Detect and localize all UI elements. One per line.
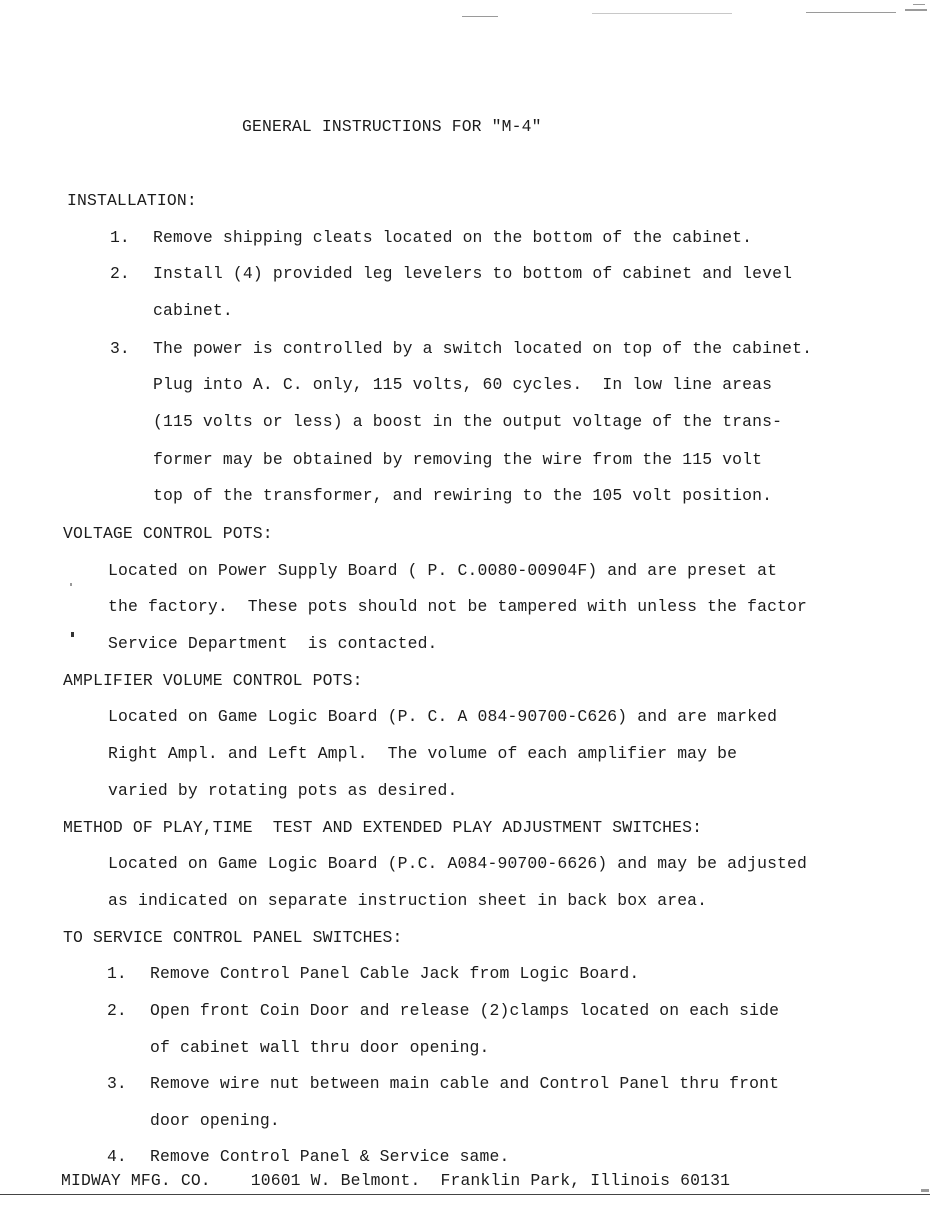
list-item-text: Remove Control Panel & Service same.	[150, 1147, 510, 1166]
list-item-number: 1.	[107, 964, 127, 983]
list-item-number: 4.	[107, 1147, 127, 1166]
list-item-number: 2.	[107, 1001, 127, 1020]
scan-mark	[462, 16, 498, 17]
footer-address: MIDWAY MFG. CO. 10601 W. Belmont. Franklin Park, Illinois 60131	[61, 1171, 731, 1190]
list-item-number: 2.	[110, 264, 130, 283]
scan-mark	[592, 13, 732, 14]
list-item-text: Open front Coin Door and release (2)clamps located on each side	[150, 1001, 780, 1020]
list-item-text: cabinet.	[153, 301, 233, 320]
list-item-text: Plug into A. C. only, 115 volts, 60 cycles. In low line areas	[153, 375, 773, 394]
list-item-text: Install (4) provided leg levelers to bottom of cabinet and level	[153, 264, 793, 283]
section-heading-installation: INSTALLATION:	[67, 191, 197, 210]
list-item-number: 3.	[107, 1074, 127, 1093]
list-item-text: Remove shipping cleats located on the bottom of the cabinet.	[153, 228, 753, 247]
scan-mark	[71, 632, 74, 637]
list-item-text: former may be obtained by removing the wire from the 115 volt	[153, 450, 763, 469]
section-heading-method: METHOD OF PLAY,TIME TEST AND EXTENDED PLAY ADJUSTMENT SWITCHES:	[63, 818, 703, 837]
list-item-text: Remove Control Panel Cable Jack from Logic Board.	[150, 964, 640, 983]
section-heading-voltage: VOLTAGE CONTROL POTS:	[63, 524, 273, 543]
paragraph-line: Located on Power Supply Board ( P. C.0080-00904F) and are preset at	[108, 561, 778, 580]
paragraph-line: Located on Game Logic Board (P. C. A 084-90700-C626) and are marked	[108, 707, 778, 726]
paragraph-line: varied by rotating pots as desired.	[108, 781, 458, 800]
paragraph-line: the factory. These pots should not be tampered with unless the factor	[108, 597, 808, 616]
scan-mark	[806, 12, 896, 13]
paragraph-line: as indicated on separate instruction sheet in back box area.	[108, 891, 708, 910]
list-item-text: door opening.	[150, 1111, 280, 1130]
paragraph-line: Service Department is contacted.	[108, 634, 438, 653]
list-item-number: 1.	[110, 228, 130, 247]
section-heading-service: TO SERVICE CONTROL PANEL SWITCHES:	[63, 928, 403, 947]
section-heading-amplifier: AMPLIFIER VOLUME CONTROL POTS:	[63, 671, 363, 690]
paragraph-line: Right Ampl. and Left Ampl. The volume of each amplifier may be	[108, 744, 738, 763]
list-item-text: (115 volts or less) a boost in the output voltage of the trans-	[153, 412, 783, 431]
scan-mark	[913, 4, 925, 5]
footer-rule	[0, 1194, 930, 1195]
list-item-text: top of the transformer, and rewiring to the 105 volt position.	[153, 486, 773, 505]
list-item-text: Remove wire nut between main cable and Control Panel thru front	[150, 1074, 780, 1093]
list-item-number: 3.	[110, 339, 130, 358]
scan-mark	[921, 1189, 929, 1192]
document-title: GENERAL INSTRUCTIONS FOR "M-4"	[242, 117, 542, 136]
scan-mark	[70, 583, 72, 586]
list-item-text: of cabinet wall thru door opening.	[150, 1038, 490, 1057]
list-item-text: The power is controlled by a switch located on top of the cabinet.	[153, 339, 813, 358]
paragraph-line: Located on Game Logic Board (P.C. A084-90700-6626) and may be adjusted	[108, 854, 808, 873]
scan-mark	[905, 9, 927, 11]
